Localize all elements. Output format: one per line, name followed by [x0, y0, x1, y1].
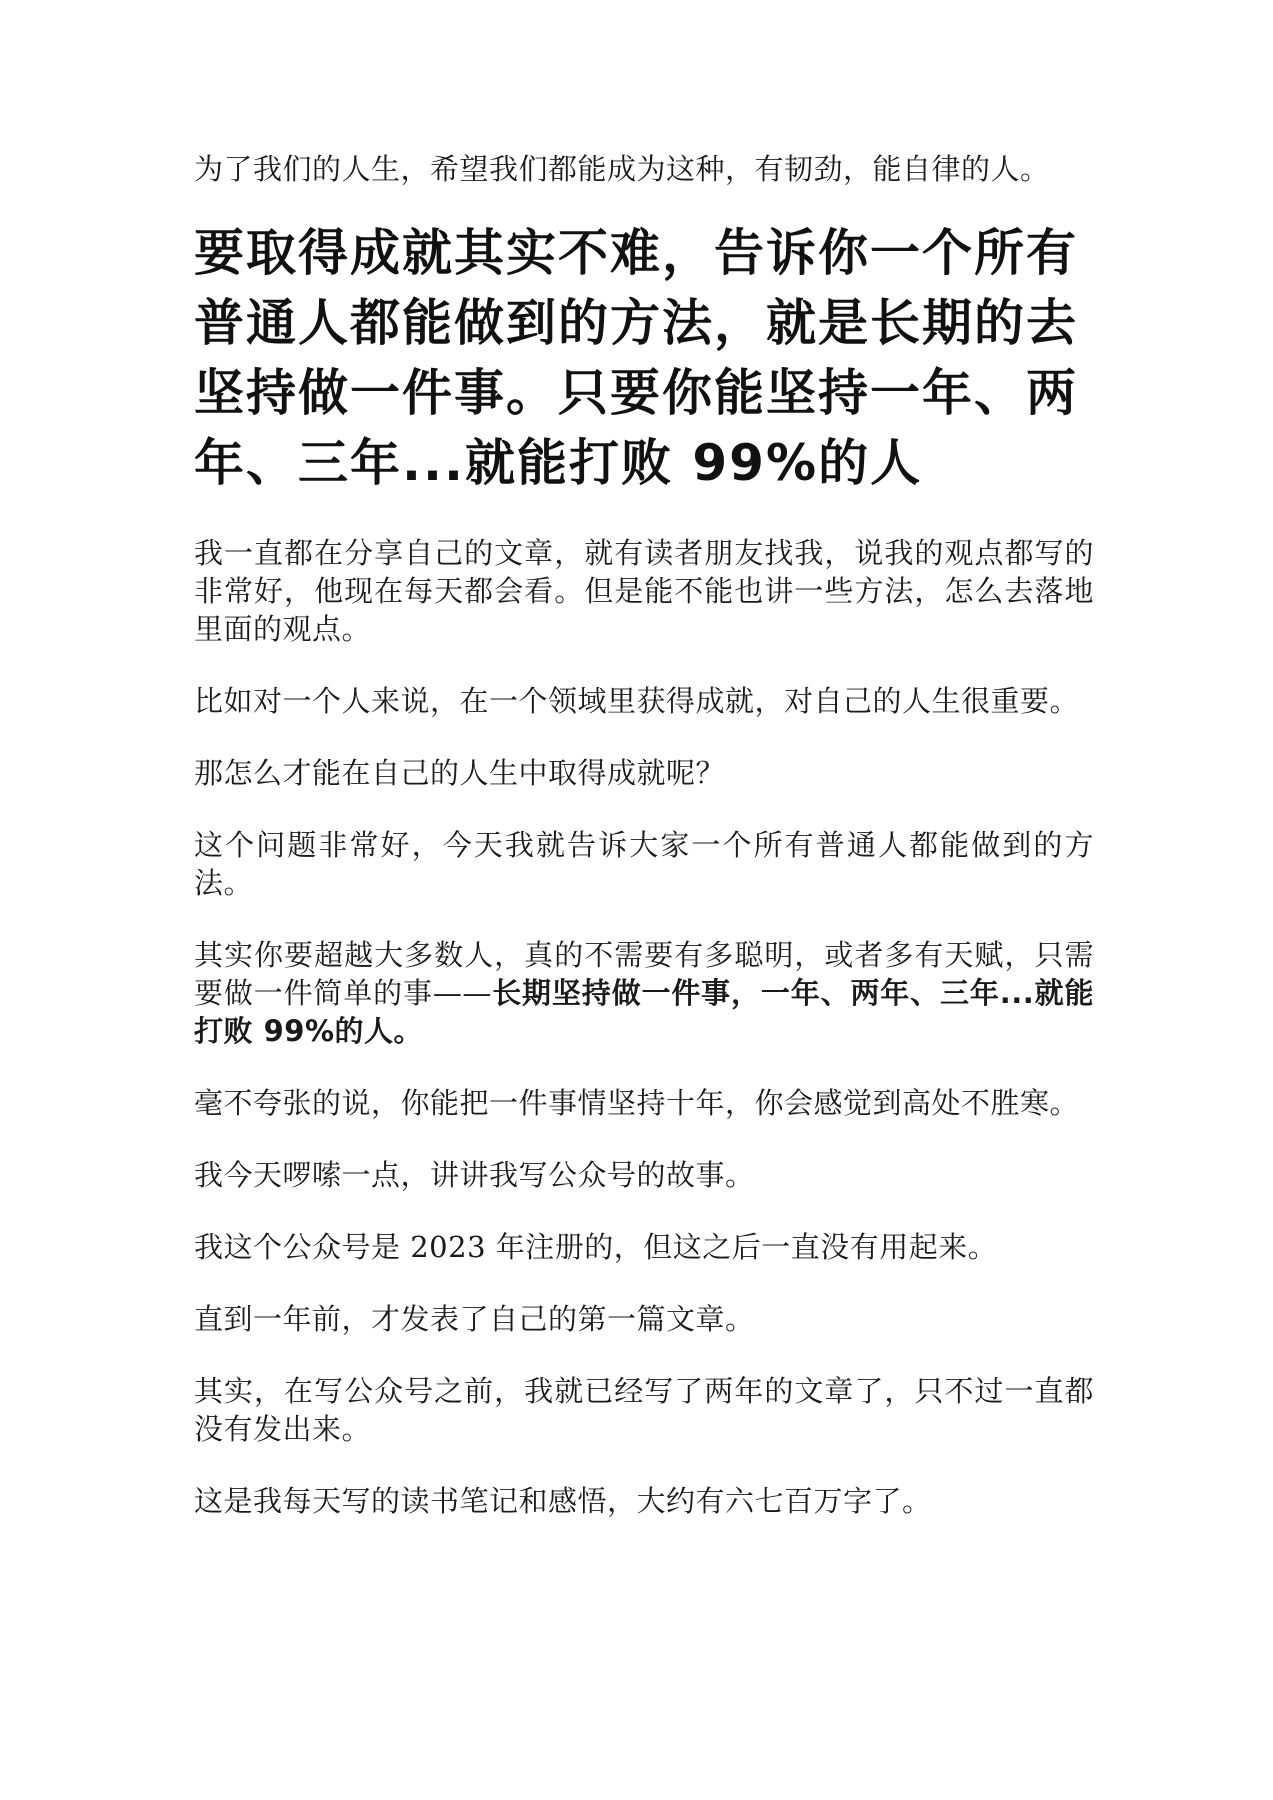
body-paragraph-9: 直到一年前，才发表了自己的第一篇文章。: [194, 1302, 755, 1336]
body-paragraph-5-plain: 其实你要超越大多数人，真的不需要有多聪明，或者多有天赋，只需要做一件简单的事——: [194, 938, 1094, 1010]
body-paragraph-11: 这是我每天写的读书笔记和感悟，大约有六七百万字了。: [194, 1484, 932, 1518]
article-headline: 要取得成就其实不难，告诉你一个所有普通人都能做到的方法，就是长期的去坚持做一件事。只要你能坚持一年、两年、三年...就能打败 99%的人: [194, 224, 1078, 492]
body-paragraph-7: 我今天啰嗦一点，讲讲我写公众号的故事。: [194, 1158, 755, 1192]
body-paragraph-6: 毫不夸张的说，你能把一件事情坚持十年，你会感觉到高处不胜寒。: [194, 1086, 1080, 1120]
intro-paragraph: 为了我们的人生，希望我们都能成为这种，有韧劲，能自律的人。: [194, 152, 1050, 186]
body-paragraph-5: [194, 936, 1094, 1050]
body-paragraph-8: 我这个公众号是 2023 年注册的，但这之后一直没有用起来。: [194, 1230, 998, 1264]
body-paragraph-3: 那怎么才能在自己的人生中取得成就呢？: [194, 756, 726, 790]
body-paragraph-1: 我一直都在分享自己的文章，就有读者朋友找我，说我的观点都写的非常好，他现在每天都会看。但是能不能也讲一些方法，怎么去落地里面的观点。: [194, 536, 1094, 646]
body-paragraph-4: 这个问题非常好，今天我就告诉大家一个所有普通人都能做到的方法。: [194, 828, 1094, 900]
body-paragraph-10: 其实，在写公众号之前，我就已经写了两年的文章了，只不过一直都没有发出来。: [194, 1374, 1094, 1446]
body-paragraph-5-emphasis: 长期坚持做一件事，一年、两年、三年...就能打败 99%的人。: [194, 976, 1094, 1048]
document-page: [194, 150, 1094, 1554]
body-paragraph-2: 比如对一个人来说，在一个领域里获得成就，对自己的人生很重要。: [194, 684, 1080, 718]
